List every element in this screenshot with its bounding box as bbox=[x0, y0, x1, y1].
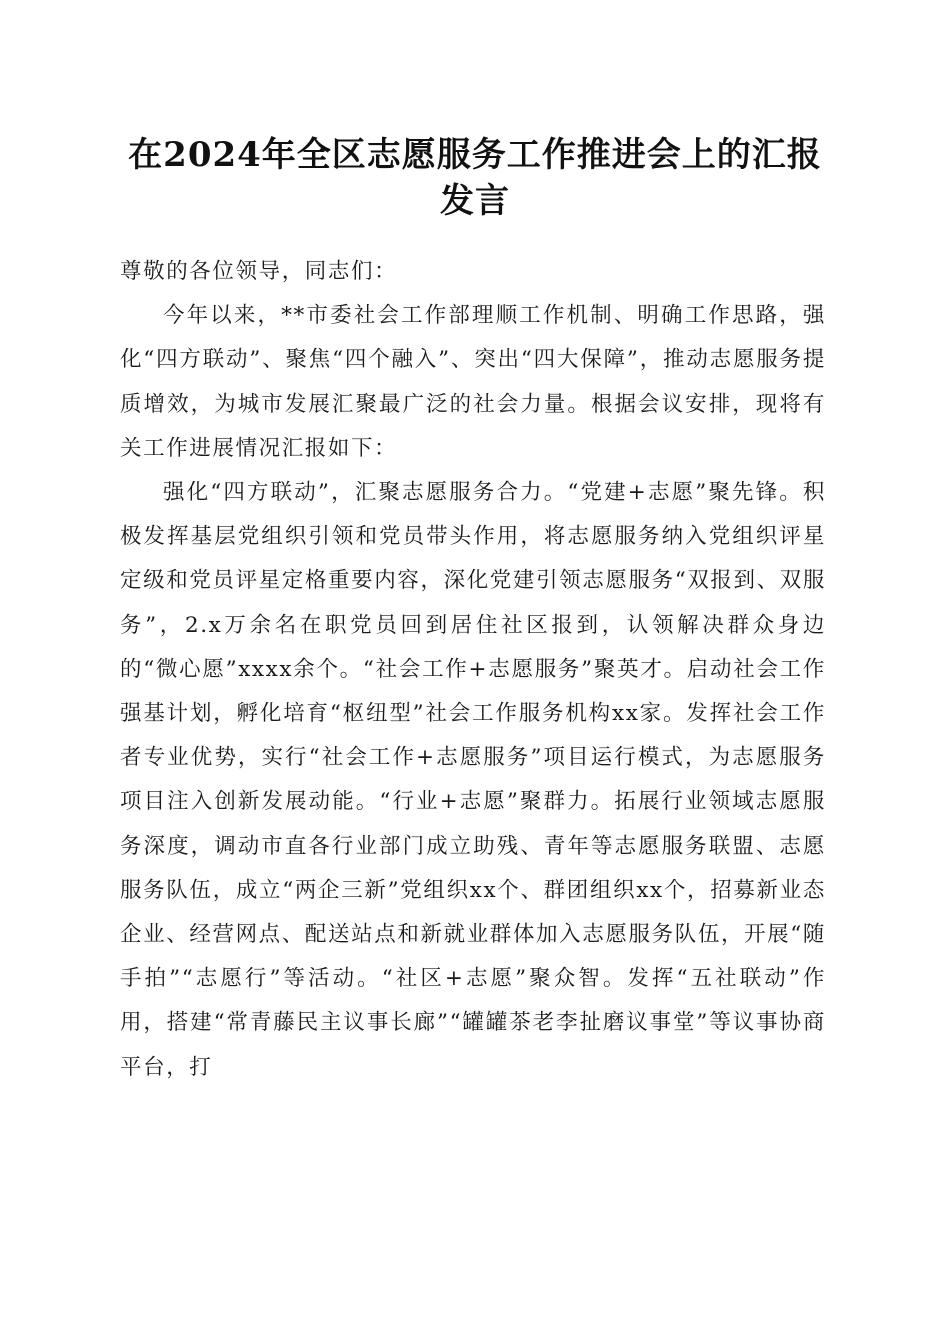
paragraph-section-1: 强化“四方联动”，汇聚志愿服务合力。“党建+志愿”聚先锋。积极发挥基层党组织引领和党员带头作用，将志愿服务纳入党组织评星定级和党员评星定格重要内容，深化党建引领志愿服务“双报到、双服务”，2.x万余名在职党员回到居住社区报到，认领解决群众身边的“微心愿”xxxx余个。“社会工作+志愿服务”聚英才。启动社会工作强基计划，孵化培育“枢纽型”社会工作服务机构xx家。发挥社会工作者专业优势，实行“社会工作+志愿服务”项目运行模式，为志愿服务项目注入创新发展动能。“行业+志愿”聚群力。拓展行业领域志愿服务深度，调动市直各行业部门成立助残、青年等志愿服务联盟、志愿服务队伍，成立“两企三新”党组织xx个、群团组织xx个，招募新业态企业、经营网点、配送站点和新就业群体加入志愿服务队伍，开展“随手拍”“志愿行”等活动。“社区+志愿”聚众智。发挥“五社联动”作用，搭建“常青藤民主议事长廊”“罐罐茶老李扯磨议事堂”等议事协商平台，打 bbox=[120, 480, 826, 1080]
salutation: 尊敬的各位领导，同志们： bbox=[120, 259, 398, 284]
title-line-2: 发言 bbox=[440, 181, 510, 221]
document-title bbox=[100, 132, 850, 224]
document-body bbox=[120, 250, 826, 1090]
paragraph-intro: 今年以来，**市委社会工作部理顺工作机制、明确工作思路，强化“四方联动”、聚焦“四个融入”、突出“四大保障”，推动志愿服务提质增效，为城市发展汇聚最广泛的社会力量。根据会议安排，现将有关工作进展情况汇报如下： bbox=[120, 303, 826, 461]
title-line-1: 在2024年全区志愿服务工作推进会上的汇报 bbox=[128, 135, 822, 175]
